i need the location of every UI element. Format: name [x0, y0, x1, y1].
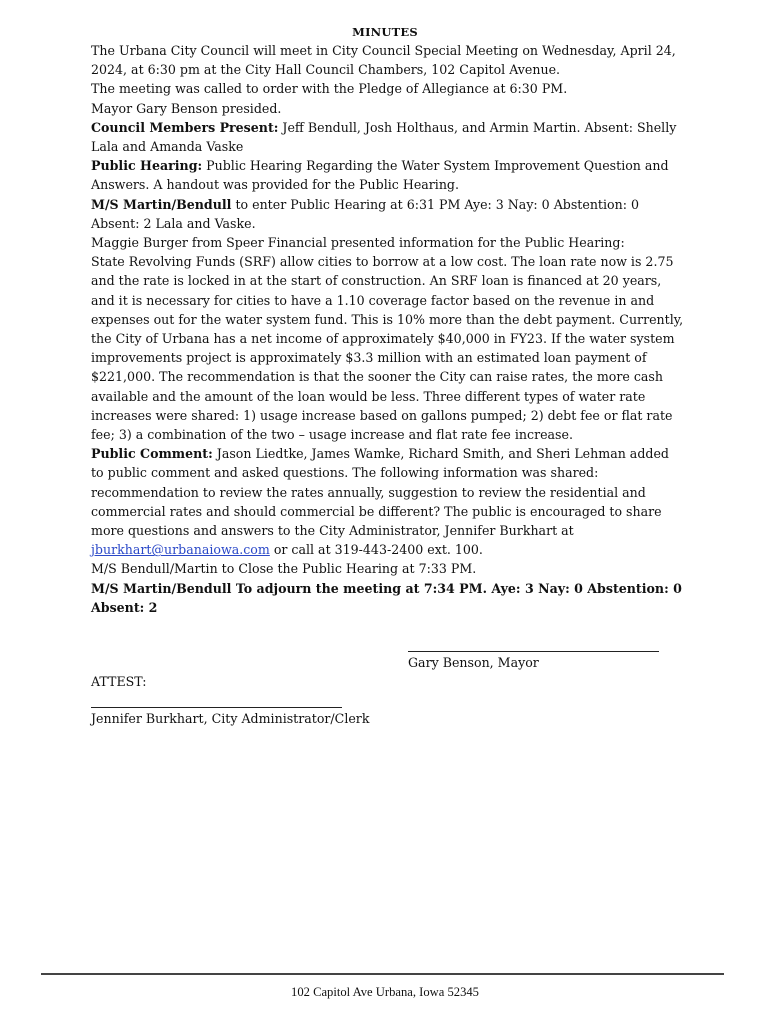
public-comment-paragraph — [91, 444, 685, 559]
document-title: MINUTES — [352, 25, 418, 39]
public-comment-text: Jason Liedtke, James Wamke, Richard Smith, and Sheri Lehman added to public comment and asked questions. The following information was shared: recommendation to review the rates annually, suggestion to review the residential and commercial rates and should commercial be different? The public is encouraged to share more questions and answers to the City Administrator, Jennifer Burkhart at — [91, 446, 669, 539]
clerk-signature-name: Jennifer Burkhart, City Administrator/Clerk — [91, 711, 370, 726]
motion-adjourn: M/S Martin/Bendull To adjourn the meeting at 7:34 PM. Aye: 3 Nay: 0 Abstention: 0 Absent: 2 — [91, 580, 682, 615]
members-present-label: Council Members Present: — [91, 119, 279, 135]
attest-label: ATTEST: — [91, 674, 147, 689]
footer-address: 102 Capitol Ave Urbana, Iowa 52345 — [291, 985, 479, 999]
mayor-signature-line — [408, 651, 659, 652]
public-hearing-paragraph — [91, 156, 685, 194]
intro-paragraph: The Urbana City Council will meet in City Council Special Meeting on Wednesday, April 24, 2024, at 6:30 pm at the City Hall Council Chambers, 102 Capitol Avenue. — [91, 43, 676, 78]
email-link[interactable]: jburkhart@urbanaiowa.com — [91, 542, 270, 558]
motion-enter-text: to enter Public Hearing at 6:31 PM Aye: 3 Nay: 0 Abstention: 0 Absent: 2 Lala and Vaske. — [91, 196, 639, 231]
speaker-intro-line: Maggie Burger from Speer Financial presented information for the Public Hearing: — [91, 235, 625, 251]
public-hearing-label: Public Hearing: — [91, 158, 203, 174]
footer-divider — [41, 973, 724, 975]
public-comment-label: Public Comment: — [91, 446, 213, 462]
members-present-text: Jeff Bendull, Josh Holthaus, and Armin Martin. Absent: Shelly Lala and Amanda Vaske — [91, 119, 677, 155]
mayor-signature-name: Gary Benson, Mayor — [408, 655, 539, 670]
presiding-line: Mayor Gary Benson presided. — [91, 100, 282, 116]
motion-close-hearing: M/S Bendull/Martin to Close the Public Hearing at 7:33 PM. — [91, 561, 477, 577]
clerk-signature-line — [91, 707, 342, 708]
srf-paragraph: State Revolving Funds (SRF) allow cities to borrow at a low cost. The loan rate now is 2.75 and the rate is locked in at the start of construction. An SRF loan is financed at 20 years, and it is necessary for cities to have a 1.10 coverage factor based on the revenue in and expenses out for the water system fund. This is 10% more than the debt payment. Currently, the City of Urbana has a net income of approximately $40,000 in FY23. If the water system improvements project is approximately $3.3 million with an estimated loan payment of $221,000. The recommendation is that the sooner the City can raise rates, the more cash available and the amount of the loan would be less. Three different types of water rate increases were shared: 1) usage increase based on gallons pumped; 2) debt fee or flat rate fee; 3) a combination of the two – usage increase and flat rate fee increase. — [91, 254, 684, 443]
motion-enter-hearing — [91, 195, 685, 233]
public-comment-tail: or call at 319-443-2400 ext. 100. — [269, 542, 483, 558]
minutes-body — [91, 41, 685, 617]
public-hearing-text: Public Hearing Regarding the Water System Improvement Question and Answers. A handout was provided for the Public Hearing. — [91, 158, 669, 193]
members-present-paragraph — [91, 118, 685, 156]
motion-enter-label: M/S Martin/Bendull — [91, 196, 232, 212]
call-to-order-line: The meeting was called to order with the Pledge of Allegiance at 6:30 PM. — [91, 81, 568, 97]
